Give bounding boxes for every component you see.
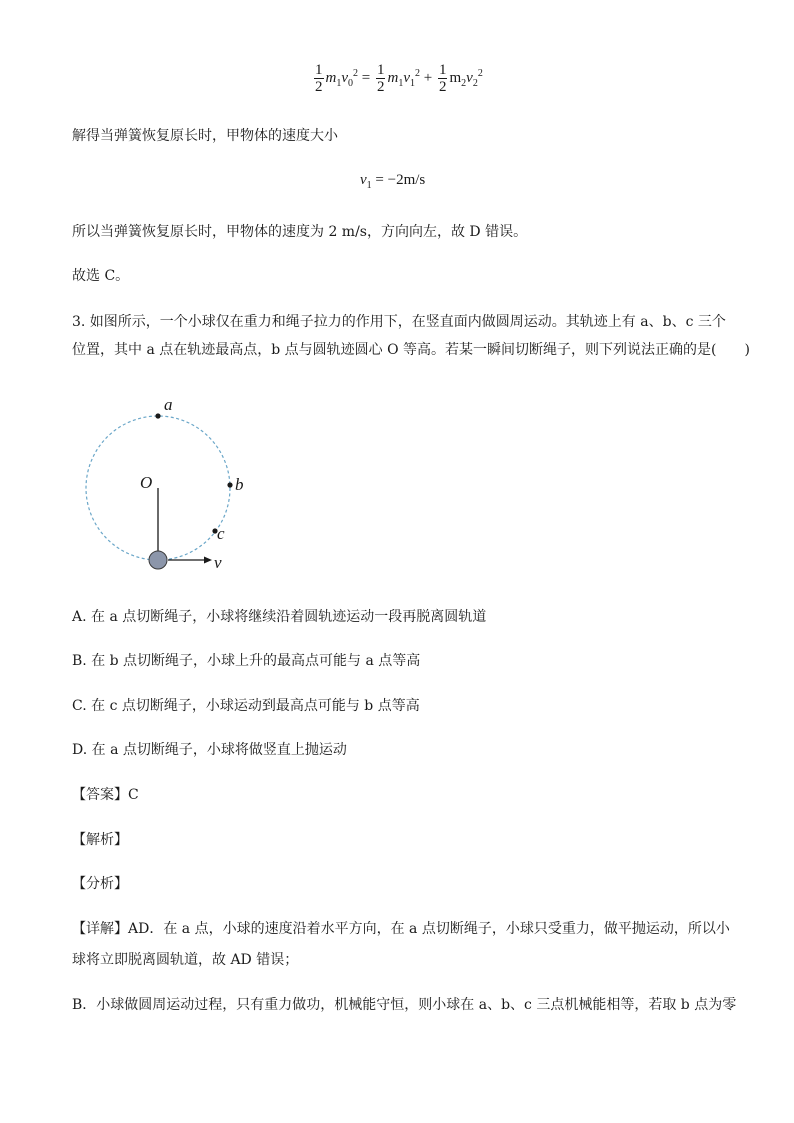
velocity-arrowhead xyxy=(204,557,212,564)
option-c: C. 在 c 点切断绳子，小球运动到最高点可能与 b 点等高 xyxy=(72,698,420,714)
label-O: O xyxy=(140,473,153,492)
point-a xyxy=(155,413,160,418)
label-a: a xyxy=(164,395,173,414)
detail-text-line: B．小球做圆周运动过程，只有重力做功，机械能守恒，则小球在 a、b、c 三点机械能相等，若取 b 点为零 xyxy=(72,997,737,1013)
answer-label: 【答案】C xyxy=(72,787,139,803)
solution-text-line: 解得当弹簧恢复原长时，甲物体的速度大小 xyxy=(72,128,338,144)
option-a: A. 在 a 点切断绳子，小球将继续沿着圆轨迹运动一段再脱离圆轨道 xyxy=(72,609,487,625)
label-b: b xyxy=(235,475,244,494)
solution-conclusion: 故选 C。 xyxy=(72,268,130,284)
question-3-stem: 位置，其中 a 点在轨迹最高点，b 点与圆轨迹圆心 O 等高。若某一瞬间切断绳子，则下列说法正确的是( ) xyxy=(72,342,750,358)
velocity-equation: $v_1 = -2m/s$ xyxy=(360,172,426,191)
circular-motion-figure xyxy=(80,390,270,580)
analysis-label: 【解析】 xyxy=(72,832,128,848)
label-c: c xyxy=(217,524,225,543)
option-b: B. 在 b 点切断绳子，小球上升的最高点可能与 a 点等高 xyxy=(72,653,421,669)
fenxi-label: 【分析】 xyxy=(72,876,128,892)
solution-text-line: 所以当弹簧恢复原长时，甲物体的速度为 2 m/s，方向向左，故 D 错误。 xyxy=(72,224,528,240)
energy-equation: $\frac{1}{2}$ $m_1v_0^2$ = $\frac{1}{2}$ $m_1v_1^2$ + $\frac{1}{2}$ $m_2v_2^2$ xyxy=(315,62,483,95)
detail-text-line: 球将立即脱离圆轨道，故 AD 错误； xyxy=(72,952,299,968)
point-b xyxy=(227,482,232,487)
question-3-stem: 3. 如图所示，一个小球仅在重力和绳子拉力的作用下，在竖直面内做圆周运动。其轨迹上有 a、b、c 三个 xyxy=(72,314,726,330)
option-d: D. 在 a 点切断绳子，小球将做竖直上抛运动 xyxy=(72,742,347,758)
label-v: v xyxy=(214,553,222,572)
ball xyxy=(149,551,167,569)
detail-text-line: 【详解】AD．在 a 点，小球的速度沿着水平方向，在 a 点切断绳子，小球只受重力，做平抛运动，所以小 xyxy=(72,921,730,937)
